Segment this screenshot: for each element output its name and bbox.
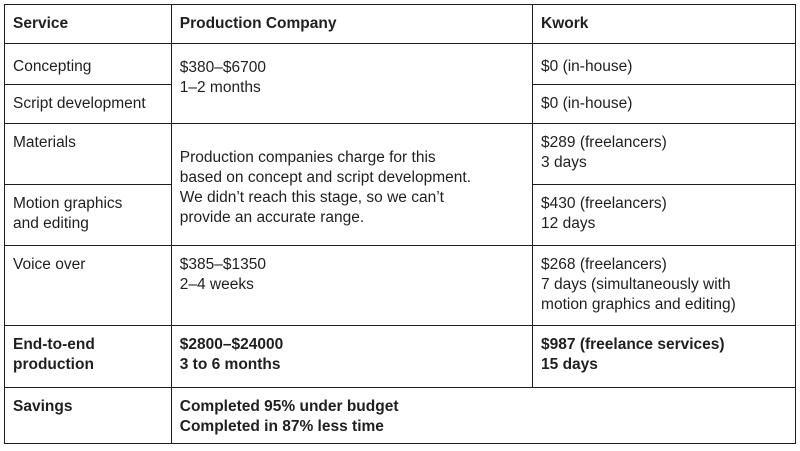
service-cell-script: Script development xyxy=(5,85,172,124)
service-label-line: Motion graphics xyxy=(13,195,123,212)
header-service: Service xyxy=(5,5,172,44)
kwork-duration: 12 days xyxy=(541,215,596,232)
production-cell-materials-motion xyxy=(171,124,532,246)
kwork-duration: 15 days xyxy=(541,356,598,373)
production-cost: $380–$6700 xyxy=(179,58,266,76)
service-cell-end-to-end xyxy=(5,326,172,388)
table-row-voice xyxy=(5,246,796,326)
kwork-cost: $430 (freelancers) xyxy=(541,195,667,212)
service-label-line: End-to-end xyxy=(13,336,95,353)
production-cost: $385–$1350 xyxy=(179,256,266,273)
service-cell-savings: Savings xyxy=(5,388,172,444)
header-production-company: Production Company xyxy=(171,5,532,44)
production-duration: 2–4 weeks xyxy=(179,276,254,293)
kwork-duration: 3 days xyxy=(541,154,587,171)
production-cell-voice xyxy=(171,246,532,326)
service-label-line: and editing xyxy=(13,215,89,232)
kwork-cell-motion xyxy=(533,185,796,246)
kwork-cost: $987 (freelance services) xyxy=(541,336,725,353)
production-cell-concept-script xyxy=(171,44,532,124)
production-note-line: based on concept and script development. xyxy=(179,168,471,186)
production-duration: 3 to 6 months xyxy=(179,356,281,373)
savings-budget: Completed 95% under budget xyxy=(179,398,399,415)
table-row-materials xyxy=(5,124,796,185)
table-row-end-to-end xyxy=(5,326,796,388)
service-cell-voice: Voice over xyxy=(5,246,172,326)
kwork-cell-concepting: $0 (in-house) xyxy=(533,44,796,85)
production-note-line: Production companies charge for this xyxy=(179,148,436,166)
service-cell-motion xyxy=(5,185,172,246)
kwork-cell-script: $0 (in-house) xyxy=(533,85,796,124)
kwork-cost: $289 (freelancers) xyxy=(541,134,667,151)
header-kwork: Kwork xyxy=(533,5,796,44)
header-row xyxy=(5,5,796,44)
production-note-line: provide an accurate range. xyxy=(179,208,365,226)
kwork-note: motion graphics and editing) xyxy=(541,296,736,313)
comparison-table xyxy=(4,4,796,444)
production-cost: $2800–$24000 xyxy=(179,336,284,353)
service-cell-concepting: Concepting xyxy=(5,44,172,85)
savings-cell xyxy=(171,388,795,444)
kwork-cost: $268 (freelancers) xyxy=(541,256,667,273)
production-cell-end-to-end xyxy=(171,326,532,388)
savings-time: Completed in 87% less time xyxy=(179,418,384,435)
table-row-savings xyxy=(5,388,796,444)
kwork-duration: 7 days (simultaneously with xyxy=(541,276,731,293)
service-cell-materials: Materials xyxy=(5,124,172,185)
production-duration: 1–2 months xyxy=(179,78,261,96)
kwork-cell-end-to-end xyxy=(533,326,796,388)
table-row-concepting xyxy=(5,44,796,85)
kwork-cell-voice xyxy=(533,246,796,326)
service-label-line: production xyxy=(13,356,94,373)
production-note-line: We didn’t reach this stage, so we can’t xyxy=(179,188,444,206)
kwork-cell-materials xyxy=(533,124,796,185)
